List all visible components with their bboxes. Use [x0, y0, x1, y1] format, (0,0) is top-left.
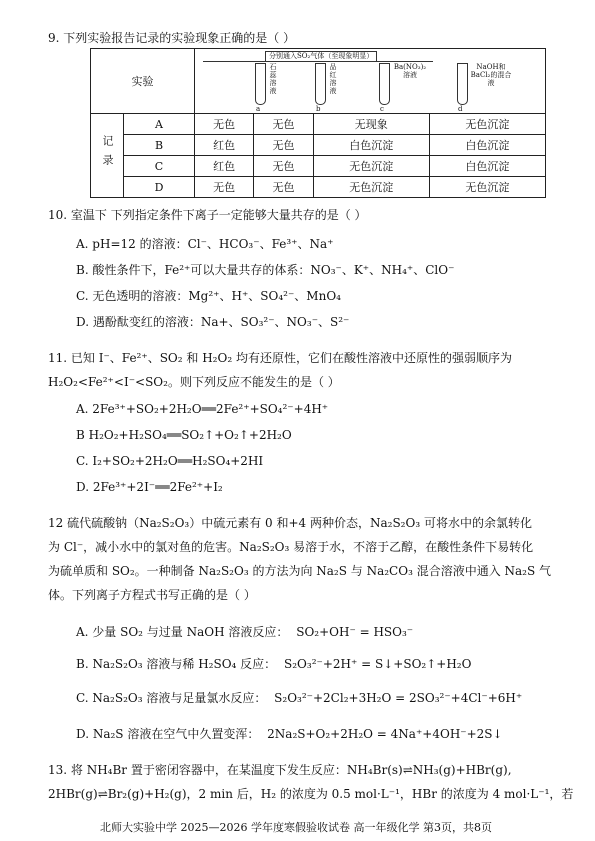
q12-option-b-eq: S₂O₃²⁻+2H⁺ = S↓+SO₂↑+H₂O — [284, 657, 472, 671]
tube-a-letter: a — [256, 105, 261, 113]
q10-stem: 10. 室温下 下列指定条件下离子一定能够大量共存的是（ ） — [48, 208, 367, 222]
tube-b-letter: b — [316, 105, 321, 113]
table-cell: 无色沉淀 — [313, 156, 429, 177]
q12-option-a-text: A. 少量 SO₂ 与过量 NaOH 溶液反应： — [76, 625, 289, 639]
q12-line-4: 体。下列离子方程式书写正确的是（ ） — [48, 588, 256, 602]
q12-option-b — [76, 656, 471, 672]
table-cell: 无色 — [254, 156, 313, 177]
q12-option-d — [76, 726, 503, 742]
table-cell: 无色 — [254, 177, 313, 198]
q12-option-d-text: D. Na₂S 溶液在空气中久置变浑： — [76, 727, 260, 741]
q12-line-2: 为 Cl⁻，减小水中的氯对鱼的危害。Na₂S₂O₃ 易溶于水，不溶于乙醇，在酸性条件下易转化 — [48, 540, 534, 554]
q12-option-c — [76, 690, 522, 706]
q12-line-1: 12 硫代硫酸钠（Na₂S₂O₃）中硫元素有 0 和+4 两种价态，Na₂S₂O₃ 可将水中的余氯转化 — [48, 516, 532, 530]
table-cell: 红色 — [195, 135, 254, 156]
tube-c-icon — [379, 63, 390, 105]
tube-a-label: 石蕊溶液 — [269, 63, 277, 95]
q12-option-c-text: C. Na₂S₂O₃ 溶液与足量氯水反应： — [76, 691, 267, 705]
table-cell: 无色 — [254, 135, 313, 156]
table-cell: 红色 — [195, 156, 254, 177]
table-cell: 白色沉淀 — [313, 135, 429, 156]
q10-option-d: D. 遇酚酞变红的溶液：Na+、SO₃²⁻、NO₃⁻、S²⁻ — [76, 315, 350, 329]
apparatus-cell — [195, 49, 546, 114]
tube-b-label: 品红溶液 — [329, 63, 337, 95]
table-cell: 无色沉淀 — [313, 177, 429, 198]
q12-option-a-eq: SO₂+OH⁻ = HSO₃⁻ — [296, 625, 414, 639]
tube-d-icon — [457, 63, 468, 105]
table-cell: 白色沉淀 — [429, 135, 545, 156]
q10-option-b: B. 酸性条件下，Fe²⁺可以大量共存的体系：NO₃⁻、K⁺、NH₄⁺、ClO⁻ — [76, 263, 455, 277]
table-cell: 无色 — [254, 114, 313, 135]
q11-option-b: B H₂O₂+H₂SO₄══SO₂↑+O₂↑+2H₂O — [76, 428, 292, 442]
q11-option-c: C. I₂+SO₂+2H₂O══H₂SO₄+2HI — [76, 454, 264, 468]
q11-option-a: A. 2Fe³⁺+SO₂+2H₂O══2Fe²⁺+SO₄²⁻+4H⁺ — [76, 402, 329, 416]
q12-line-3: 为硫单质和 SO₂。一种制备 Na₂S₂O₃ 的方法为向 Na₂S 与 Na₂CO₃ 混合溶液中通入 Na₂S 气 — [48, 564, 552, 578]
row-option: C — [124, 156, 195, 177]
page-footer: 北师大实验中学 2025—2026 学年度寒假验收试卷 高一年级化学 第3页，共8页 — [100, 821, 492, 834]
tube-d-label: NaOH和BaCl₂的混合液 — [470, 63, 512, 87]
tube-d-letter: d — [458, 105, 463, 113]
q9-table — [90, 48, 546, 198]
table-cell: 无色沉淀 — [429, 114, 545, 135]
row-option: D — [124, 177, 195, 198]
q13-line-2: 2HBr(g)⇌Br₂(g)+H₂(g)，2 min 后，H₂ 的浓度为 0.5 mol·L⁻¹，HBr 的浓度为 4 mol·L⁻¹，若 — [48, 787, 574, 801]
q9-stem: 9. 下列实验报告记录的实验现象正确的是（ ） — [48, 31, 296, 45]
row-option: A — [124, 114, 195, 135]
q11-stem-2: H₂O₂<Fe²⁺<I⁻<SO₂。则下列反应不能发生的是（ ） — [48, 375, 340, 389]
table-cell: 无色 — [195, 177, 254, 198]
tube-c-letter: c — [380, 105, 384, 113]
table-cell: 无现象 — [313, 114, 429, 135]
tube-a-icon — [255, 63, 266, 105]
tube-c-label: Ba(NO₃)₂溶液 — [393, 63, 427, 79]
q10-option-c: C. 无色透明的溶液：Mg²⁺、H⁺、SO₄²⁻、MnO₄ — [76, 289, 341, 303]
q12-option-a — [76, 624, 413, 640]
table-cell: 无色 — [195, 114, 254, 135]
q13-line-1: 13. 将 NH₄Br 置于密闭容器中，在某温度下发生反应：NH₄Br(s)⇌NH₃(g)+HBr(g), — [48, 763, 512, 777]
header-experiment: 实验 — [91, 49, 195, 114]
record-label: 记录 — [91, 114, 124, 198]
row-option: B — [124, 135, 195, 156]
q11-option-d: D. 2Fe³⁺+2I⁻══2Fe²⁺+I₂ — [76, 480, 223, 494]
table-cell: 无色沉淀 — [429, 177, 545, 198]
q10-option-a: A. pH=12 的溶液：Cl⁻、HCO₃⁻、Fe³⁺、Na⁺ — [76, 237, 334, 251]
q12-option-b-text: B. Na₂S₂O₃ 溶液与稀 H₂SO₄ 反应： — [76, 657, 277, 671]
apparatus-title: 分别通入SO₂气体（至现象明显） — [265, 51, 377, 62]
q11-stem-1: 11. 已知 I⁻、Fe²⁺、SO₂ 和 H₂O₂ 均有还原性，它们在酸性溶液中还原性的强弱顺序为 — [48, 351, 512, 365]
q12-option-d-eq: 2Na₂S+O₂+2H₂O = 4Na⁺+4OH⁻+2S↓ — [267, 727, 503, 741]
tube-b-icon — [315, 63, 326, 105]
q12-option-c-eq: S₂O₃²⁻+2Cl₂+3H₂O = 2SO₃²⁻+4Cl⁻+6H⁺ — [274, 691, 523, 705]
table-cell: 白色沉淀 — [429, 156, 545, 177]
